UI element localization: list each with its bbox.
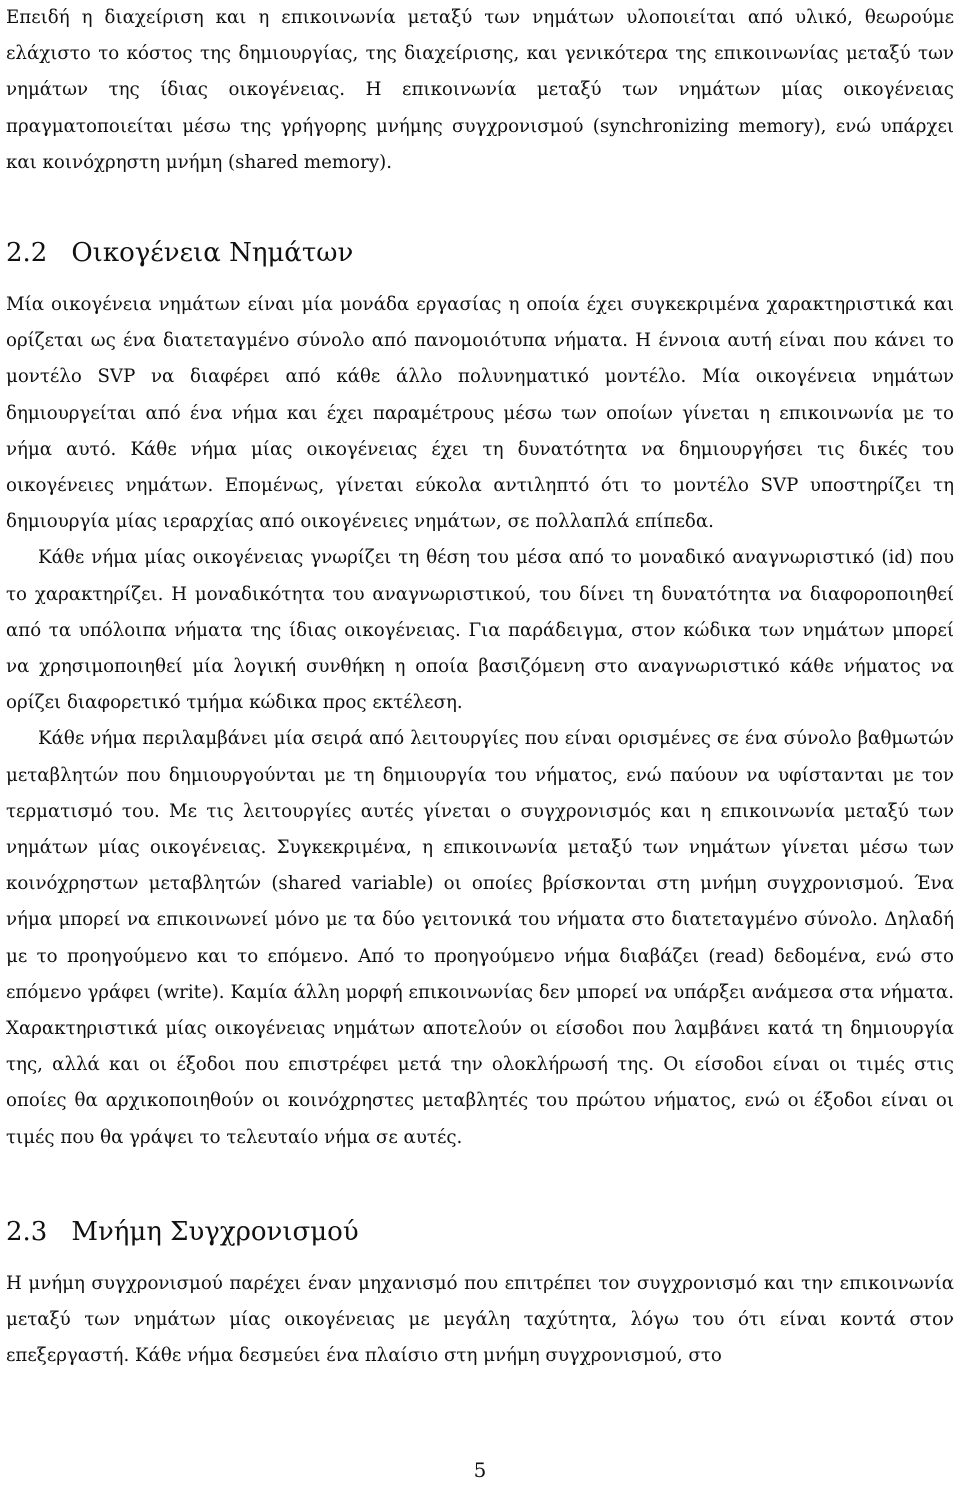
section-heading-2-3 [6, 1214, 954, 1250]
intro-paragraph: Επειδή η διαχείριση και η επικοινωνία μεταξύ των νημάτων υλοποιείται από υλικό, θεωρούμε ελάχιστο το κόστος της δημιουργίας, της διαχείρισης, και γενικότερα της επικοινωνίας μεταξύ των νημάτων της ίδιας οικογένειας. Η επικοινωνία μεταξύ των νημάτων μίας οικογένειας πραγματοποιείται μέσω της γρήγορης μνήμης συγχρονισμού (synchronizing memory), ενώ υπάρχει και κοινόχρηστη μνήμη (shared memory). [6, 7, 954, 173]
section-number: 2.2 [6, 238, 48, 269]
paragraph: Κάθε νήμα μίας οικογένειας γνωρίζει τη θέση του μέσα από το μοναδικό αναγνωριστικό (id) που το χαρακτηρίζει. Η μοναδικότητα του αναγνωριστικού, του δίνει τη δυνατότητα να διαφοροποιηθεί από τα υπόλοιπα νήματα της ίδιας οικογένειας. Για παράδειγμα, στον κώδικα των νημάτων μπορεί να χρησιμοποιηθεί μία λογική συνθήκη η οποία βασιζόμενη στο αναγνωριστικό κάθε νήματος να ορίζει διαφορετικό τμήμα κώδικα προς εκτέλεση. [6, 547, 954, 714]
paragraph: Μία οικογένεια νημάτων είναι μία μονάδα εργασίας η οποία έχει συγκεκριμένα χαρακτηριστικά και ορίζεται ως ένα διατεταγμένο σύνολο από πανομοιότυπα νήματα. Η έννοια αυτή είναι που κάνει το μοντέλο SVP να διαφέρει από κάθε άλλο πολυνηματικό μοντέλο. Μία οικογένεια νημάτων δημιουργείται από ένα νήμα και έχει παραμέτρους μέσω των οποίων γίνεται η επικοινωνία με το νήμα αυτό. Κάθε νήμα μίας οικογένειας έχει τη δυνατότητα να δημιουργήσει τις δικές του οικογένειες νημάτων. Επομένως, γίνεται εύκολα αντιληπτό ότι το μοντέλο SVP υποστηρίζει τη δημιουργία μίας ιεραρχίας από οικογένειες νημάτων, σε πολλαπλά επίπεδα. [6, 294, 954, 533]
page-number: 5 [473, 1458, 487, 1482]
section-title: Μνήμη Συγχρονισμού [71, 1216, 359, 1247]
section-title: Οικογένεια Νημάτων [71, 238, 354, 269]
paragraph: Η μνήμη συγχρονισμού παρέχει έναν μηχανισμό που επιτρέπει τον συγχρονισμό και την επικοινωνία μεταξύ των νημάτων μίας οικογένειας με μεγάλη ταχύτητα, λόγω του ότι είναι κοντά στον επεξεργαστή. Κάθε νήμα δεσμεύει ένα πλαίσιο στη μνήμη συγχρονισμού, στο [6, 1272, 954, 1367]
section-number: 2.3 [6, 1216, 48, 1247]
section-heading-2-2 [6, 235, 954, 271]
paragraph: Κάθε νήμα περιλαμβάνει μία σειρά από λειτουργίες που είναι ορισμένες σε ένα σύνολο βαθμωτών μεταβλητών που δημιουργούνται με τη δημιουργία του νήματος, ενώ παύουν να υφίστανται με τον τερματισμό του. Με τις λειτουργίες αυτές γίνεται ο συγχρονισμός και η επικοινωνία μεταξύ των νημάτων μίας οικογένειας. Συγκεκριμένα, η επικοινωνία μεταξύ των νημάτων γίνεται μέσω των κοινόχρηστων μεταβλητών (shared variable) οι οποίες βρίσκονται στη μνήμη συγχρονισμού. Ένα νήμα μπορεί να επικοινωνεί μόνο με τα δύο γειτονικά του νήματα στο διατεταγμένο σύνολο. Δηλαδή με το προηγούμενο και το επόμενο. Από το προηγούμενο νήμα διαβάζει (read) δεδομένα, ενώ στο επόμενο γράφει (write). Καμία άλλη μορφή επικοινωνίας δεν μπορεί να υπάρξει ανάμεσα στα νήματα. Χαρακτηριστικά μίας οικογένειας νημάτων αποτελούν οι είσοδοι που λαμβάνει κατά τη δημιουργία της, αλλά και οι έξοδοι που επιστρέφει μετά την ολοκλήρωσή της. Οι είσοδοι είναι οι τιμές στις οποίες θα αρχικοποιηθούν οι κοινόχρηστες μεταβλητές του πρώτου νήματος, ενώ οι έξοδοι είναι οι τιμές που θα γράψει το τελευταίο νήμα σε αυτές. [6, 728, 954, 1148]
page-content [6, 0, 954, 1375]
